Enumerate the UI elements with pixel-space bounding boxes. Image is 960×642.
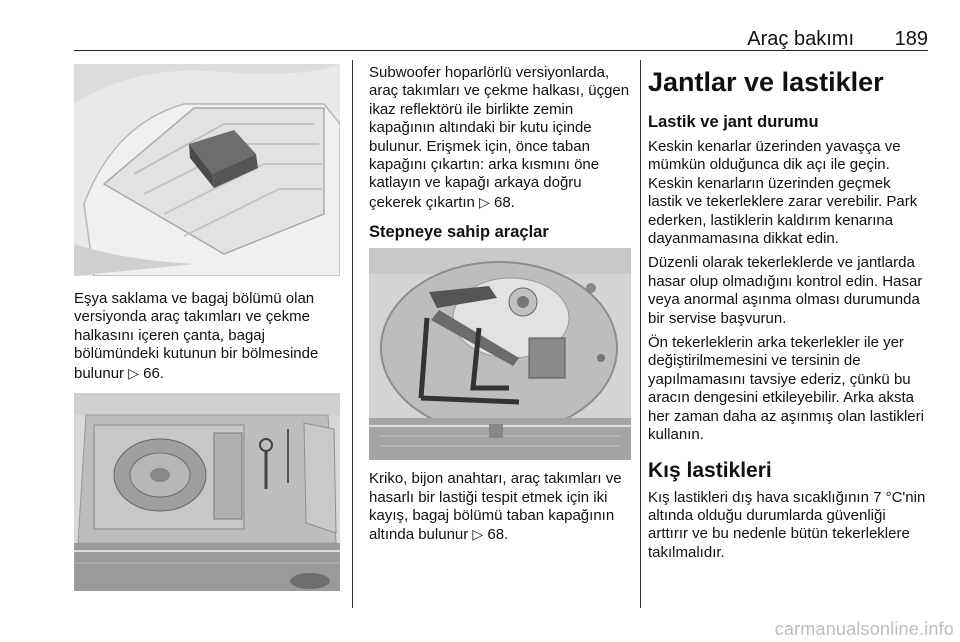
column-divider-2: [640, 60, 641, 608]
column-divider-1: [352, 60, 353, 608]
header-rule: [74, 50, 928, 51]
spare-wheel-tools-figure: [369, 248, 631, 460]
watermark: carmanualsonline.info: [774, 619, 954, 639]
arrow-reference-icon: ▷: [472, 526, 484, 543]
heading-tyre-condition: Lastik ve jant durumu: [648, 113, 819, 131]
paragraph-2: Düzenli olarak tekerleklerde ve jantlarda hasar olup olmadığını kontrol edin. Hasar veya anormal aşınma olması durumunda bir servise başvurun.: [648, 254, 923, 327]
left-column: [74, 64, 340, 591]
arrow-reference-icon: ▷: [479, 193, 490, 210]
section-title: Araç bakımı: [747, 28, 854, 50]
trunk-storage-figure: [74, 64, 340, 276]
paragraph-4: Kış lastikleri dış hava sıcaklığının 7 °C'nin altında olduğu durumlarda güvenliği arttırır ve bu nedenle bütün tekerleklere takılmalıdır.: [648, 488, 926, 561]
paragraph-subwoofer: Subwoofer hoparlörlü versiyonlarda, araç takımları ve çekme halkası, üçgen ikaz reflektörü ile birlikte zemin kapağının altındaki bir kutu içinde bulunur. Erişmek için, önce taban kapağını çıkartın: arka kısmını öne katlayın ve kapağı arkaya doğru çekerek çıkartın ▷ 68.: [369, 64, 630, 211]
figure-caption-2: Kriko, bijon anahtarı, araç takımları ve hasarlı bir lastiği tespit etmek için iki kayış, bagaj bölümü taban kapağının altında bulunur ▷ 68.: [369, 470, 622, 544]
heading-winter-tyres: Kış lastikleri: [648, 458, 772, 482]
heading-wheels-tyres: Jantlar ve lastikler: [648, 67, 884, 97]
page-number: 189: [894, 28, 928, 50]
paragraph-3: Ön tekerleklerin arka tekerlekler ile yer değiştirilmemesini ve tersinin de yapılmamasını tavsiye ederiz, çünkü bu aracın dengesini etkileyebilir. Arka aksta her zaman daha az aşınmış olan lastikleri kullanın.: [648, 334, 924, 444]
subwoofer-trunk-figure: [74, 393, 340, 591]
page-header: [74, 28, 928, 50]
arrow-reference-icon: ▷: [128, 364, 139, 381]
heading-spare-wheel: Stepneye sahip araçlar: [369, 223, 549, 242]
right-column: [648, 64, 928, 568]
paragraph-1: Keskin kenarlar üzerinden yavaşça ve mümkün olduğunca dik açı ile geçin. Keskin kenarların üzerinden geçmek lastik ve tekerleklere zarar verebilir. Park ederken, lastiklerin kaldırım kenarına dayanmamasına dikkat edin.: [648, 138, 918, 248]
figure-caption-1: Eşya saklama ve bagaj bölümü olan versiyonda araç takımları ve çekme halkasını içeren çanta, bagaj bölümündeki kutunun bir bölmesinde bulunur ▷ 66.: [74, 290, 319, 382]
middle-column: [369, 64, 631, 551]
